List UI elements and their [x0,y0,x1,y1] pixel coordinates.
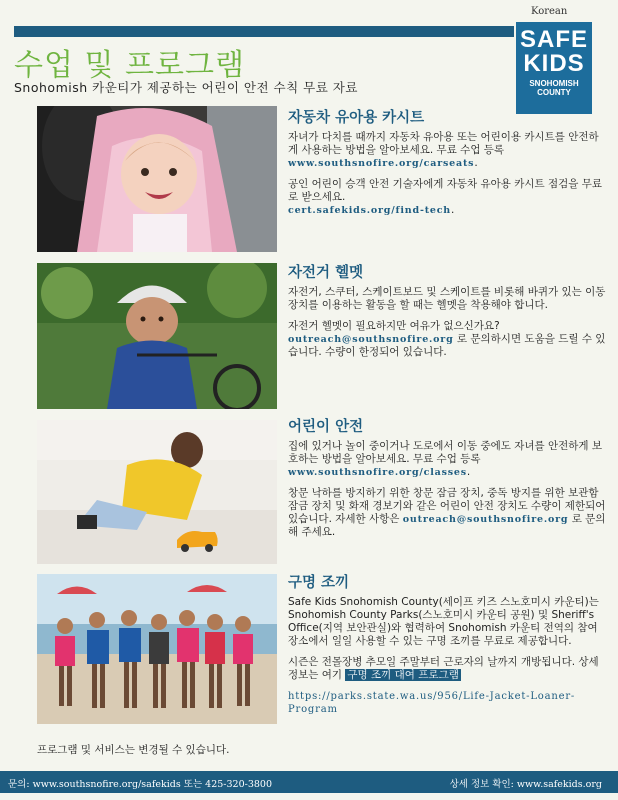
logo-line4: COUNTY [537,88,571,97]
section-paragraph [288,131,606,170]
safe-kids-logo [516,22,592,114]
logo-line3: SNOHOMISH [529,79,579,88]
car-seat-photo [37,106,277,252]
section-child-safety [288,419,606,547]
footer-phone[interactable]: 425-320-3800 [205,779,273,790]
find-tech-link[interactable]: cert.safekids.org/find-tech [288,205,452,216]
paragraph-text: 집에 있거나 놀이 중이거나 도로에서 이동 중에도 자녀를 안전하게 보호하는 방법을 알아보세요. 무료 수업 등록 [288,440,603,465]
punct: . [451,204,455,216]
language-label: Korean [531,6,568,17]
loaner-program-highlight[interactable]: 구명 조끼 대여 프로그램 [347,669,459,681]
section-bike-helmets [288,265,606,367]
paragraph-text: 자녀가 다치를 때까지 자동차 유아용 또는 어린이용 카시트를 안전하게 사용하는 방법을 알아보세요. 무료 수업 등록 [288,131,599,156]
footer-contact [8,776,272,790]
page-title: 수업 및 프로그램 [14,48,245,83]
section-car-seats [288,110,606,225]
loaner-program-link[interactable]: https://parks.state.wa.us/956/Life-Jacket-Loaner-Program [288,691,576,715]
carseats-link[interactable]: www.southsnofire.org/carseats [288,158,475,169]
footer-more-info [450,776,602,790]
section-heading: 자전거 헬멧 [288,265,364,281]
logo-line2: KIDS [523,50,585,77]
section-paragraph [288,440,606,479]
change-notice: 프로그램 및 서비스는 변경될 수 있습니다. [37,744,230,756]
section-paragraph [288,178,606,217]
section-life-jackets [288,575,606,724]
section-heading: 어린이 안전 [288,419,364,435]
outreach-email-link[interactable]: outreach@southsnofire.org [402,514,569,525]
classes-link[interactable]: www.southsnofire.org/classes [288,467,467,478]
footer-more-label: 상세 정보 확인: [449,779,514,790]
section-paragraph [288,320,606,359]
footer-or: 또는 [183,779,203,790]
footer-bar [0,771,618,793]
header-bar [14,26,514,37]
paragraph-text: 로 문의해 주세요. [288,513,606,538]
life-jacket-photo [37,574,277,724]
section-heading: 구명 조끼 [288,575,350,591]
punct: . [474,157,478,169]
punct: . [466,466,471,478]
section-paragraph [288,690,606,716]
footer-contact-label: 문의: [8,779,30,790]
outreach-email-link[interactable]: outreach@southsnofire.org [288,334,454,345]
section-paragraph [288,487,606,539]
logo-line1: SAFE [519,26,588,53]
footer-safekids-org-link[interactable]: www.safekids.org [516,779,602,790]
paragraph-text: 시즌은 전몰장병 추모일 주말부터 근로자의 날까지 개방됩니다. 상세 정보는 여기 [288,656,599,681]
paragraph-text: 로 문의하시면 도움을 드릴 수 있습니다. 수량이 한정되어 있습니다. [288,333,606,358]
section-paragraph [288,656,606,682]
paragraph-text: 창문 낙하를 방지하기 위한 창문 잠금 장치, 중독 방지를 위한 보관함 잠금 장치 및 화재 경보기와 같은 어린이 안전 장치도 수량이 제한되어 있습니다. 자세한 사항은 [288,487,606,525]
page-subtitle: Snohomish 카운티가 제공하는 어린이 안전 수칙 무료 자료 [14,80,358,95]
child-safety-photo [37,420,277,564]
section-paragraph: 자전거, 스쿠터, 스케이트보드 및 스케이트를 비롯해 바퀴가 있는 이동 장치를 이용하는 활동을 할 때는 헬멧을 착용해야 합니다. [288,286,606,311]
footer-safekids-link[interactable]: www.southsnofire.org/safekids [32,779,181,790]
section-paragraph: Safe Kids Snohomish County(세이프 키즈 스노호미시 카운티)는 Snohomish County Parks(스노호미시 카운티 공원) 및 Sheriff's Office(지역 보안관실)와 협력하여 Snohomish 카운티 전역의 참여 장소에서 일일 사용할 수 있는 구명 조끼를 무료로 제공합니다. [288,596,599,647]
paragraph-text: 자전거 헬멧이 필요하지만 여유가 없으신가요? [288,320,500,332]
bike-helmet-photo [37,263,277,409]
section-heading: 자동차 유아용 카시트 [288,110,425,126]
paragraph-text: 공인 어린이 승객 안전 기술자에게 자동차 유아용 카시트 점검을 무료로 받으세요. [288,178,603,203]
